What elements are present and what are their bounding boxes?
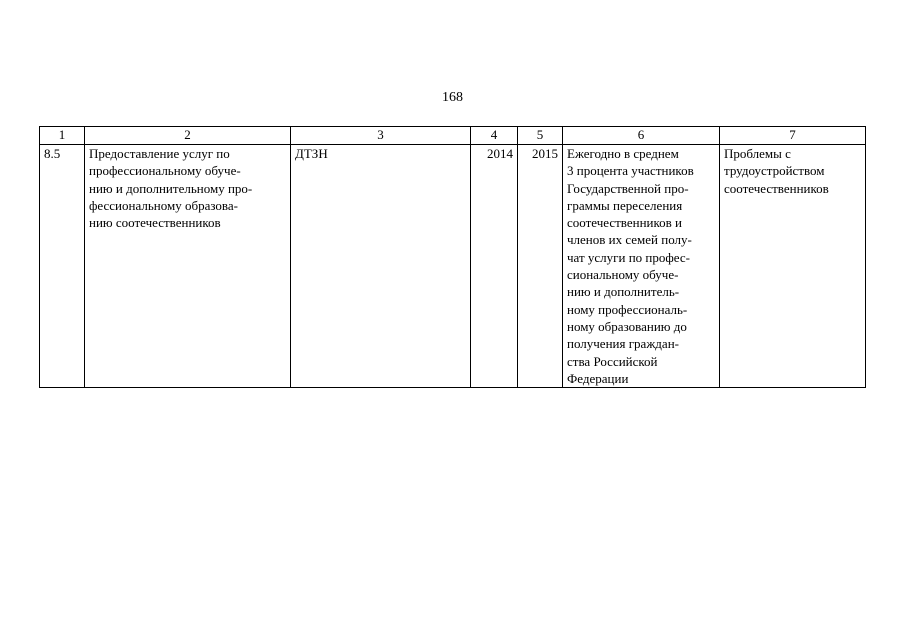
page-number: 168 <box>442 90 463 105</box>
column-number-2: 2 <box>85 127 291 145</box>
table-row <box>40 145 866 388</box>
activity-cell: Предоставление услуг по профессиональному обуче- нию и дополнительному про- фессиональному образова- нию соотечественников <box>85 145 291 388</box>
column-number-7: 7 <box>720 127 866 145</box>
expected-result-cell: Ежегодно в среднем 3 процента участников Государственной про- граммы переселения соотечественников и членов их семей полу- чат услуги по профес- сиональному обуче- нию и дополнитель- ному профессиональ- ному образованию до получения граждан- ства Российской Федерации <box>563 145 720 388</box>
item-number-cell: 8.5 <box>40 145 85 388</box>
column-number-3: 3 <box>291 127 471 145</box>
end-year-cell: 2015 <box>518 145 563 388</box>
column-number-6: 6 <box>563 127 720 145</box>
start-year-cell: 2014 <box>471 145 518 388</box>
executor-cell: ДТЗН <box>291 145 471 388</box>
problems-cell: Проблемы с трудоустройством соотечественников <box>720 145 866 388</box>
column-number-4: 4 <box>471 127 518 145</box>
program-table <box>39 126 866 388</box>
column-number-5: 5 <box>518 127 563 145</box>
column-number-1: 1 <box>40 127 85 145</box>
column-number-row <box>40 127 866 145</box>
